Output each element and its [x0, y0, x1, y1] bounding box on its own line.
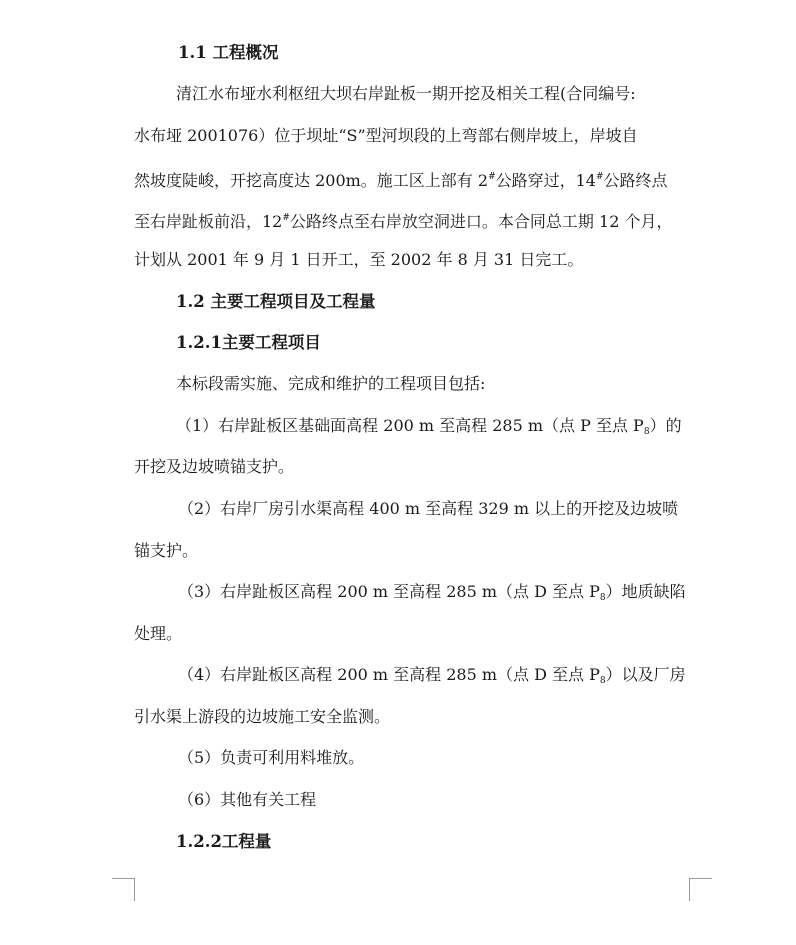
superscript: # [596, 172, 604, 182]
list-item-1-continuation: 开挖及边坡喷锚支护。 [134, 457, 295, 476]
text-segment: ）地质缺陷 [605, 582, 686, 601]
intro-text: 本标段需实施、完成和维护的工程项目包括: [176, 374, 486, 393]
page-corner-mark-left [112, 878, 135, 901]
text-segment: 公路穿过，14 [495, 171, 596, 190]
superscript: # [282, 213, 290, 223]
section-heading-1-1: 1.1 工程概况 [178, 43, 279, 62]
text-segment: 公路终点 [603, 171, 668, 190]
list-item-1 [176, 416, 682, 442]
list-item-2-continuation: 锚支护。 [134, 541, 199, 560]
text-segment: ）以及厂房 [605, 665, 686, 684]
list-item-6: （6）其他有关工程 [178, 790, 317, 809]
text-segment: （4）右岸趾板区高程 200 m 至高程 285 m（点 D 至点 P [178, 665, 600, 684]
text-segment: 公路终点至右岸放空洞进口。本合同总工期 12 个月， [289, 212, 673, 231]
text-segment: （1）右岸趾板区基础面高程 200 m 至高程 285 m（点 P 至点 P [176, 416, 644, 435]
list-item-4 [178, 665, 686, 691]
list-item-5: （5）负责可利用料堆放。 [178, 748, 365, 767]
list-item-3 [178, 582, 686, 608]
section-heading-1-2-1: 1.2.1主要工程项目 [176, 333, 321, 352]
paragraph-1-line-3 [134, 167, 668, 191]
subscript: 8 [599, 593, 606, 603]
text-segment: ）的 [649, 416, 682, 435]
text-segment: 至右岸趾板前沿，12 [134, 212, 283, 231]
paragraph-1-line-4 [134, 208, 672, 232]
text-segment: （3）右岸趾板区高程 200 m 至高程 285 m（点 D 至点 P [178, 582, 600, 601]
subscript: 8 [599, 676, 606, 686]
paragraph-1-line-2: 水布垭 2001076）位于坝址“S”型河坝段的上弯部右侧岸坡上，岸坡自 [134, 126, 638, 145]
list-item-4-continuation: 引水渠上游段的边坡施工安全监测。 [134, 707, 391, 726]
paragraph-1-line-1: 清江水布垭水利枢纽大坝右岸趾板一期开挖及相关工程(合同编号: [176, 84, 636, 103]
paragraph-1-line-5: 计划从 2001 年 9 月 1 日开工，至 2002 年 8 月 31 日完工。 [134, 250, 584, 269]
subscript: 8 [643, 427, 650, 437]
text-segment: 然坡度陡峻，开挖高度达 200m。施工区上部有 2 [134, 171, 489, 190]
list-item-3-continuation: 处理。 [134, 624, 183, 643]
section-heading-1-2-2: 1.2.2工程量 [176, 832, 272, 851]
superscript: # [488, 172, 496, 182]
page-corner-mark-right [689, 878, 712, 901]
list-item-2: （2）右岸厂房引水渠高程 400 m 至高程 329 m 以上的开挖及边坡喷 [178, 499, 679, 518]
section-heading-1-2: 1.2 主要工程项目及工程量 [176, 292, 376, 311]
